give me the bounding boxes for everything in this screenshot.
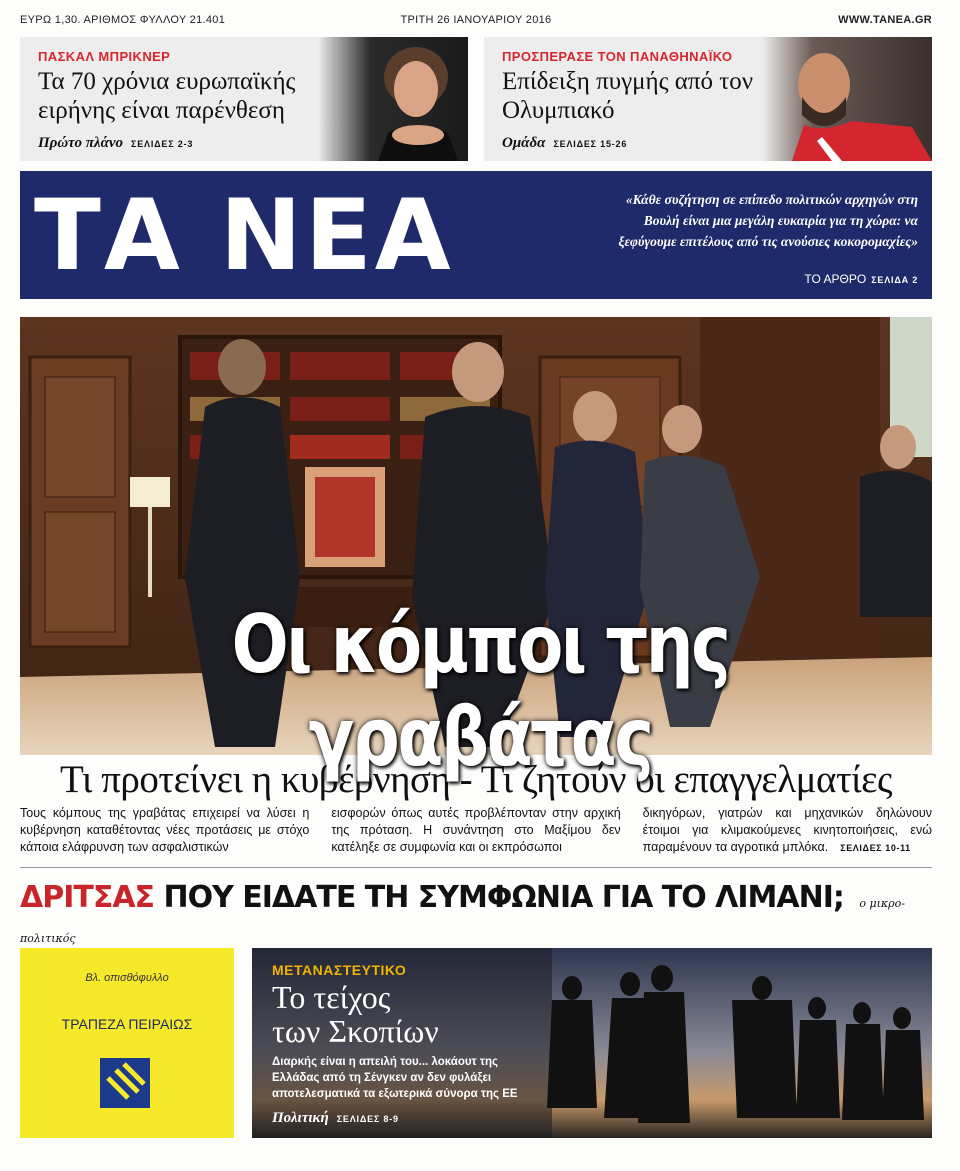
portrait-photo: [318, 37, 468, 161]
piraeus-bank-ad[interactable]: [20, 948, 234, 1138]
price-issue: ΕΥΡΩ 1,30. ΑΡΙΘΜΟΣ ΦΥΛΛΟΥ 21.401: [20, 14, 226, 26]
lead-body: [20, 805, 932, 857]
section-name: Ομάδα: [502, 135, 546, 151]
lead-body-col3: [643, 805, 932, 857]
source-page: ΣΕΛΙΔΑ 2: [871, 275, 918, 285]
lead-body-text: δικηγόρων, γιατρών και μηχανικών δηλώνουν έτοιμοι για κλιμακούμενες κινητοποιήσεις, ενώ παραμένουν τα αγροτικά μπλόκα.: [642, 806, 932, 854]
teaser-kicker: ΠΡΟΣΠΕΡΑΣΕ ΤΟΝ ΠΑΝΑΘΗΝΑΪΚΟ: [502, 49, 733, 64]
story-pages: ΣΕΛΙΔΕΣ 8-9: [336, 1114, 399, 1124]
teaser-title: Επίδειξη πυγμής από τον Ολυμπιακό: [502, 68, 754, 124]
ad-kicker: Βλ. οπισθόφυλλο: [85, 972, 169, 984]
website-link[interactable]: WWW.TANEA.GR: [838, 14, 932, 26]
banner-name: ΔΡΙΤΣΑΣ: [20, 880, 155, 915]
teaser-title: Τα 70 χρόνια ευρωπαϊκής ειρήνης είναι παρένθεση: [38, 68, 296, 124]
story-kicker: ΜΕΤΑΝΑΣΤΕΥΤΙΚΟ: [272, 962, 407, 978]
quote-source: [804, 272, 918, 286]
ad-bank-name: ΤΡΑΠΕΖΑ ΠΕΙΡΑΙΩΣ: [61, 1016, 193, 1032]
banner-signature: ο μικρο-πολιτικός: [20, 897, 905, 945]
section-name: Πρώτο πλάνο: [38, 135, 124, 151]
teaser-section: [38, 135, 193, 152]
teaser-bruckner[interactable]: [20, 37, 468, 161]
lead-pages: ΣΕΛΙΔΕΣ 10-11: [840, 843, 911, 853]
athlete-photo: [762, 37, 932, 161]
bank-logo-icon: [100, 1058, 150, 1108]
banner-text: ΠΟΥ ΕΙΔΑΤΕ ΤΗ ΣΥΜΦΩΝΙΑ ΓΙΑ ΤΟ ΛΙΜΑΝΙ;: [163, 880, 844, 915]
story-title-line1: Το τείχος: [272, 979, 391, 1015]
source-label: ΤΟ ΑΡΘΡΟ: [804, 272, 867, 286]
story-desc: Διαρκής είναι η απειλή του... λοκάουτ της Ελλάδας από τη Σένγκεν αν δεν φυλάξει αποτελεσματικά τα εξωτερικά σύνορα της ΕΕ: [272, 1056, 518, 1100]
story-section: [272, 1110, 399, 1127]
masthead: [20, 171, 932, 299]
story-title: [272, 980, 439, 1048]
lead-body-col2: εισφορών όπως αυτές προβλέπονταν στην αρχική της πρόταση. Η συνάντηση στο Μαξίμου δεν κατέληξε σε συμφωνία και οι εκπρόσωποι: [331, 806, 621, 854]
section-pages: ΣΕΛΙΔΕΣ 15-26: [553, 139, 628, 149]
migration-story[interactable]: [252, 948, 932, 1138]
top-bar: [20, 14, 932, 34]
teaser-section: [502, 135, 627, 152]
section-pages: ΣΕΛΙΔΕΣ 2-3: [131, 139, 194, 149]
divider: [20, 867, 932, 868]
comment-banner[interactable]: [20, 880, 932, 945]
story-section-name: Πολιτική: [272, 1110, 329, 1126]
lead-subhead: Τι προτείνει η κυβέρνηση - Τι ζητούν οι επαγγελματίες: [60, 758, 892, 801]
teaser-kicker: ΠΑΣΚΑΛ ΜΠΡΙΚΝΕΡ: [38, 49, 171, 64]
lead-body-col1: Τους κόμπους της γραβάτας επιχειρεί να λύσει η κυβέρνηση καταθέτοντας νέες προτάσεις με στόχο κάποια ελάφρυνση των ασφαλιστικών: [20, 806, 310, 854]
lead-headline[interactable]: Οι κόμποι της γραβάτας: [231, 598, 729, 784]
story-title-line2: των Σκοπίων: [272, 1013, 439, 1049]
masthead-quote: «Κάθε συζήτηση σε επίπεδο πολιτικών αρχηγών στη Βουλή είναι μια μεγάλη ευκαιρία για τη χώρα: να ξεφύγουμε επιτέλους από τις ανούσιες κοκορομαχίες»: [618, 192, 918, 249]
issue-date: ΤΡΙΤΗ 26 ΙΑΝΟΥΑΡΙΟΥ 2016: [400, 14, 552, 26]
newspaper-logo[interactable]: ΤΑ ΝΕΑ: [34, 179, 454, 293]
teaser-olympiakos[interactable]: [484, 37, 932, 161]
